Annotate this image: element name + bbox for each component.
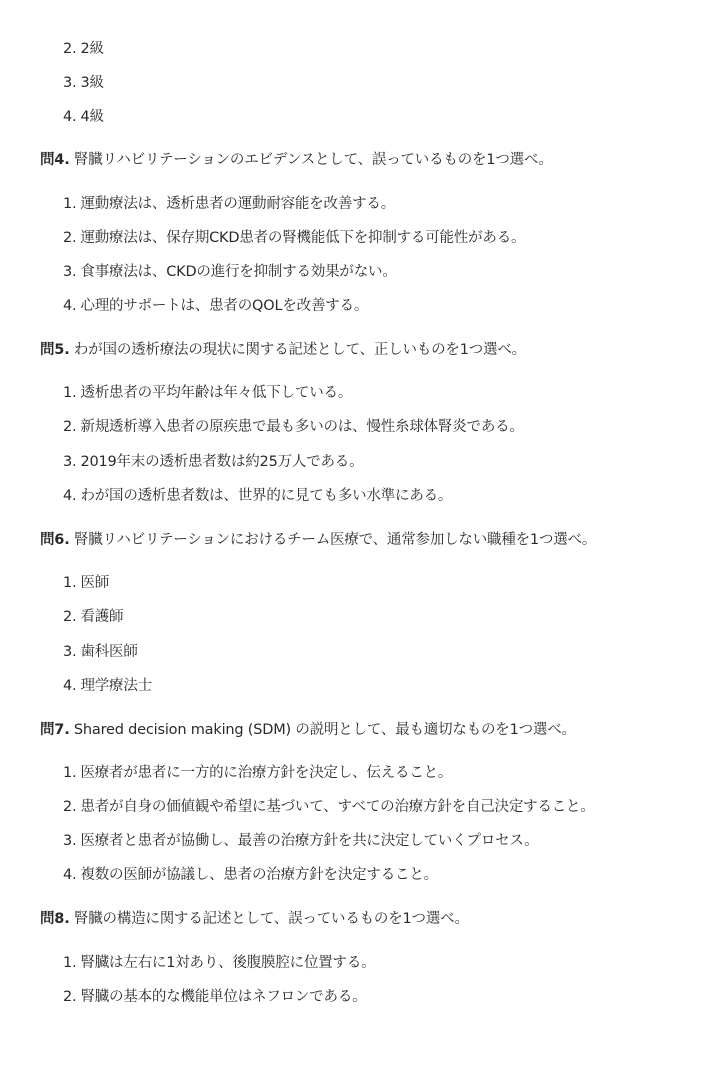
question-number: 問5.: [40, 342, 70, 358]
option-item: [63, 639, 138, 665]
option-item: [63, 293, 368, 319]
option-number: 4.: [63, 678, 77, 694]
question-text: 腎臓リハビリテーションのエビデンスとして、誤っているものを1つ選べ。: [73, 152, 553, 168]
question-title: [40, 337, 526, 363]
option-number: 2.: [63, 989, 77, 1005]
option-text: 透析患者の平均年齢は年々低下している。: [80, 385, 353, 401]
option-text: 新規透析導入患者の原疾患で最も多いのは、慢性糸球体腎炎である。: [80, 419, 524, 435]
option-number: 1.: [63, 385, 77, 401]
option-number: 1.: [63, 196, 77, 212]
option-number: 3.: [63, 644, 77, 660]
option-text: 腎臓は左右に1対あり、後腹膜腔に位置する。: [80, 955, 376, 971]
option-text: 2級: [80, 41, 104, 57]
question-number: 問8.: [40, 911, 70, 927]
option-item: [63, 984, 366, 1010]
question-title: [40, 906, 469, 932]
option-item: [63, 191, 395, 217]
option-number: 4.: [63, 488, 77, 504]
option-number: 3.: [63, 454, 77, 470]
question-number: 問6.: [40, 532, 70, 548]
option-item: [63, 483, 452, 509]
option-item: [63, 449, 363, 475]
question-text: 腎臓リハビリテーションにおけるチーム医療で、通常参加しない職種を1つ選べ。: [73, 532, 597, 548]
option-text: わが国の透析患者数は、世界的に見ても多い水準にある。: [80, 488, 453, 504]
option-number: 2.: [63, 799, 77, 815]
option-text: 2019年末の透析患者数は約25万人である。: [80, 454, 364, 470]
option-text: 医療者が患者に一方的に治療方針を決定し、伝えること。: [80, 765, 453, 781]
option-text: 運動療法は、保存期CKD患者の腎機能低下を抑制する可能性がある。: [80, 230, 526, 246]
question-number: 問7.: [40, 722, 70, 738]
option-number: 1.: [63, 765, 77, 781]
option-item: [63, 794, 595, 820]
question-text: 腎臓の構造に関する記述として、誤っているものを1つ選べ。: [73, 911, 469, 927]
option-item: [63, 259, 397, 285]
option-number: 1.: [63, 955, 77, 971]
option-text: 理学療法士: [80, 678, 152, 694]
option-number: 4.: [63, 867, 77, 883]
question-title: [40, 147, 553, 173]
option-text: 看護師: [80, 609, 124, 625]
option-item: [63, 414, 524, 440]
option-number: 4.: [63, 298, 77, 314]
option-item: [63, 104, 104, 130]
option-number: 2.: [63, 419, 77, 435]
option-number: 2.: [63, 230, 77, 246]
option-number: 2.: [63, 609, 77, 625]
option-item: [63, 380, 352, 406]
question-text: Shared decision making (SDM) の説明として、最も適切なものを1つ選べ。: [73, 722, 576, 738]
option-text: 患者が自身の価値観や希望に基づいて、すべての治療方針を自己決定すること。: [80, 799, 595, 815]
question-title: [40, 717, 576, 743]
option-text: 3級: [80, 75, 104, 91]
option-item: [63, 570, 109, 596]
option-text: 4級: [80, 109, 104, 125]
option-item: [63, 862, 438, 888]
option-text: 複数の医師が協議し、患者の治療方針を決定すること。: [80, 867, 438, 883]
option-text: 運動療法は、透析患者の運動耐容能を改善する。: [80, 196, 396, 212]
question-number: 問4.: [40, 152, 70, 168]
option-item: [63, 36, 104, 62]
option-number: 1.: [63, 575, 77, 591]
option-text: 医師: [80, 575, 110, 591]
option-item: [63, 950, 375, 976]
option-item: [63, 673, 152, 699]
option-text: 歯科医師: [80, 644, 138, 660]
option-number: 3.: [63, 264, 77, 280]
option-text: 腎臓の基本的な機能単位はネフロンである。: [80, 989, 367, 1005]
question-text: わが国の透析療法の現状に関する記述として、正しいものを1つ選べ。: [73, 342, 526, 358]
option-number: 3.: [63, 833, 77, 849]
option-text: 心理的サポートは、患者のQOLを改善する。: [80, 298, 369, 314]
option-text: 医療者と患者が協働し、最善の治療方針を共に決定していくプロセス。: [80, 833, 539, 849]
option-text: 食事療法は、CKDの進行を抑制する効果がない。: [80, 264, 397, 280]
option-number: 3.: [63, 75, 77, 91]
question-title: [40, 527, 596, 553]
option-item: [63, 828, 538, 854]
option-item: [63, 225, 525, 251]
option-item: [63, 604, 123, 630]
option-number: 2.: [63, 41, 77, 57]
option-number: 4.: [63, 109, 77, 125]
option-item: [63, 70, 104, 96]
option-item: [63, 760, 452, 786]
